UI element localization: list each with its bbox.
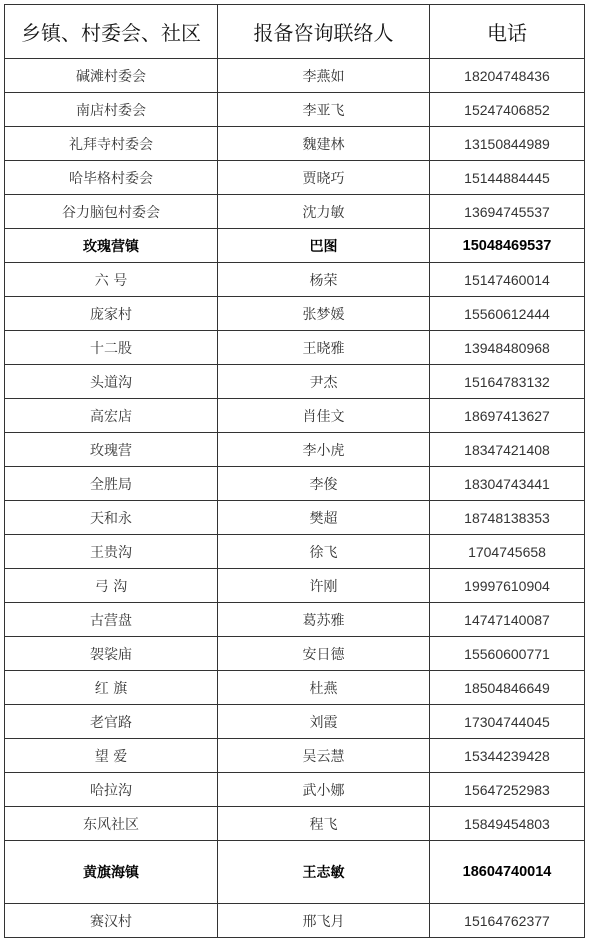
- contact-cell: 许刚: [218, 569, 430, 603]
- phone-cell: 18504846649: [430, 671, 585, 705]
- phone-cell: 15164783132: [430, 365, 585, 399]
- contact-cell: 杨荣: [218, 263, 430, 297]
- phone-cell: 15247406852: [430, 93, 585, 127]
- place-cell: 望 爱: [5, 739, 218, 773]
- header-town-village-community: 乡镇、村委会、社区: [5, 5, 218, 59]
- contact-cell: 徐飞: [218, 535, 430, 569]
- table-row: [5, 841, 585, 904]
- phone-cell: 13150844989: [430, 127, 585, 161]
- contact-cell: 程飞: [218, 807, 430, 841]
- contact-cell: 肖佳文: [218, 399, 430, 433]
- header-phone: 电话: [430, 5, 585, 59]
- phone-cell: 13948480968: [430, 331, 585, 365]
- contact-cell: 李俊: [218, 467, 430, 501]
- contact-cell: 武小娜: [218, 773, 430, 807]
- place-cell: 哈拉沟: [5, 773, 218, 807]
- place-cell: 袈裟庙: [5, 637, 218, 671]
- contact-cell: 王晓雅: [218, 331, 430, 365]
- table-row: [5, 127, 585, 161]
- contact-cell: 杜燕: [218, 671, 430, 705]
- contact-cell: 葛苏雅: [218, 603, 430, 637]
- phone-cell: 1704745658: [430, 535, 585, 569]
- place-cell: 老官路: [5, 705, 218, 739]
- place-cell: 天和永: [5, 501, 218, 535]
- phone-cell: 15849454803: [430, 807, 585, 841]
- table-row: [5, 807, 585, 841]
- place-cell: 十二股: [5, 331, 218, 365]
- table-row: [5, 59, 585, 93]
- place-cell: 古营盘: [5, 603, 218, 637]
- table-row: [5, 603, 585, 637]
- contact-cell: 贾晓巧: [218, 161, 430, 195]
- place-cell: 黄旗海镇: [5, 841, 218, 904]
- phone-cell: 14747140087: [430, 603, 585, 637]
- contact-cell: 邢飞月: [218, 904, 430, 938]
- place-cell: 哈毕格村委会: [5, 161, 218, 195]
- phone-cell: 18204748436: [430, 59, 585, 93]
- contact-cell: 巴图: [218, 229, 430, 263]
- table-row: [5, 705, 585, 739]
- phone-cell: 15144884445: [430, 161, 585, 195]
- place-cell: 红 旗: [5, 671, 218, 705]
- table-row: [5, 501, 585, 535]
- table-row: [5, 535, 585, 569]
- place-cell: 南店村委会: [5, 93, 218, 127]
- phone-cell: 15147460014: [430, 263, 585, 297]
- phone-cell: 18697413627: [430, 399, 585, 433]
- contact-cell: 王志敏: [218, 841, 430, 904]
- table-row: [5, 637, 585, 671]
- phone-cell: 13694745537: [430, 195, 585, 229]
- phone-cell: 18304743441: [430, 467, 585, 501]
- contact-cell: 李小虎: [218, 433, 430, 467]
- place-cell: 玫瑰营镇: [5, 229, 218, 263]
- contact-table: [4, 4, 585, 938]
- contact-cell: 沈力敏: [218, 195, 430, 229]
- phone-cell: 15344239428: [430, 739, 585, 773]
- table-row: [5, 93, 585, 127]
- table-row: [5, 739, 585, 773]
- contact-cell: 李亚飞: [218, 93, 430, 127]
- phone-cell: 15560612444: [430, 297, 585, 331]
- contact-cell: 李燕如: [218, 59, 430, 93]
- table-row: [5, 365, 585, 399]
- phone-cell: 18748138353: [430, 501, 585, 535]
- contact-cell: 安日德: [218, 637, 430, 671]
- contact-cell: 魏建林: [218, 127, 430, 161]
- place-cell: 头道沟: [5, 365, 218, 399]
- header-contact-person: 报备咨询联络人: [218, 5, 430, 59]
- table-row: [5, 904, 585, 938]
- phone-cell: 18347421408: [430, 433, 585, 467]
- table-row: [5, 433, 585, 467]
- place-cell: 高宏店: [5, 399, 218, 433]
- phone-cell: 15164762377: [430, 904, 585, 938]
- place-cell: 弓 沟: [5, 569, 218, 603]
- table-row: [5, 195, 585, 229]
- place-cell: 礼拜寺村委会: [5, 127, 218, 161]
- place-cell: 玫瑰营: [5, 433, 218, 467]
- contact-cell: 吴云慧: [218, 739, 430, 773]
- phone-cell: 18604740014: [430, 841, 585, 904]
- phone-cell: 17304744045: [430, 705, 585, 739]
- contact-cell: 樊超: [218, 501, 430, 535]
- table-row: [5, 331, 585, 365]
- table-row: [5, 297, 585, 331]
- place-cell: 碱滩村委会: [5, 59, 218, 93]
- place-cell: 六 号: [5, 263, 218, 297]
- table-row: [5, 569, 585, 603]
- phone-cell: 15647252983: [430, 773, 585, 807]
- table-header-row: [5, 5, 585, 59]
- table-row: [5, 229, 585, 263]
- table-row: [5, 671, 585, 705]
- table-row: [5, 263, 585, 297]
- place-cell: 谷力脑包村委会: [5, 195, 218, 229]
- phone-cell: 15560600771: [430, 637, 585, 671]
- table-row: [5, 467, 585, 501]
- table-row: [5, 161, 585, 195]
- table-row: [5, 399, 585, 433]
- place-cell: 东风社区: [5, 807, 218, 841]
- contact-cell: 刘霞: [218, 705, 430, 739]
- table-row: [5, 773, 585, 807]
- phone-cell: 15048469537: [430, 229, 585, 263]
- table-body: [5, 59, 585, 938]
- place-cell: 庞家村: [5, 297, 218, 331]
- contact-cell: 张梦媛: [218, 297, 430, 331]
- phone-cell: 19997610904: [430, 569, 585, 603]
- place-cell: 王贵沟: [5, 535, 218, 569]
- place-cell: 全胜局: [5, 467, 218, 501]
- contact-cell: 尹杰: [218, 365, 430, 399]
- place-cell: 赛汉村: [5, 904, 218, 938]
